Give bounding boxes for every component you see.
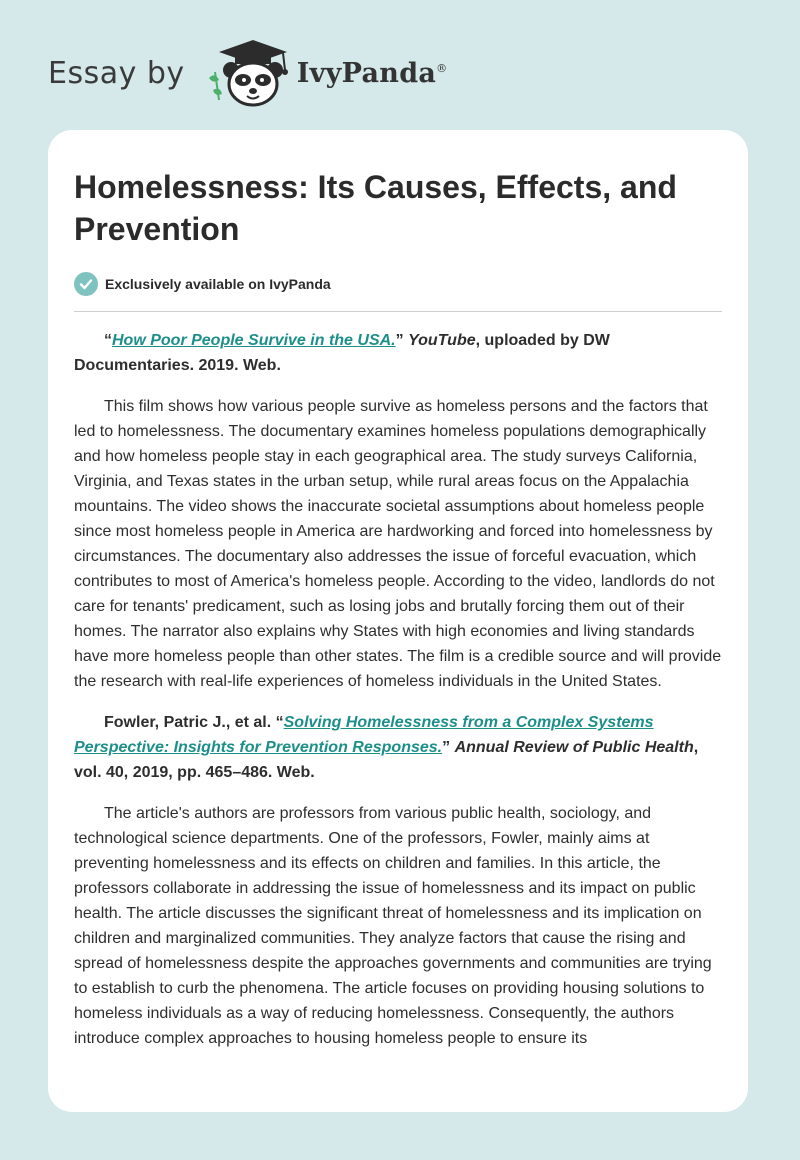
citation-2: Fowler, Patric J., et al. “Solving Homelessness from a Complex Systems Perspective: Insights for Prevention Responses.” Annual Review of Public Health, vol. 40, 2019, pp. 465–486. Web. <box>74 714 699 781</box>
citation-1: “How Poor People Survive in the USA.” YouTube, uploaded by DW Documentaries. 2019. Web. <box>74 332 610 374</box>
panda-graduate-icon[interactable] <box>201 38 293 108</box>
check-circle-icon <box>74 272 98 296</box>
citation-2-link[interactable]: Solving Homelessness from a Complex Systems Perspective: Insights for Prevention Responses. <box>74 714 654 756</box>
divider <box>74 311 722 312</box>
essay-card <box>48 130 748 1112</box>
badge-text: Exclusively available on IvyPanda <box>105 276 331 292</box>
brand-name[interactable]: IvyPanda® <box>296 57 448 89</box>
registered-mark: ® <box>436 61 448 75</box>
brand-prefix: Essay by <box>48 55 185 91</box>
citation-1-link[interactable]: How Poor People Survive in the USA. <box>112 332 396 349</box>
site-header <box>48 38 447 108</box>
paragraph-1: This film shows how various people survive as homeless persons and the factors that led to homelessness. The documentary examines homeless populations demographically and how homeless people stay in each geographical area. The study surveys California, Virginia, and Texas states in the urban setup, while rural areas focus on the Appalachia mountains. The video shows the inaccurate societal assumptions about homeless people since most homeless people in America are hardworking and forced into homelessness by circumstances. The documentary also addresses the issue of forceful evacuation, which contributes to most of America's homeless people. According to the video, landlords do not care for tenants' predicament, such as losing jobs and brutally forcing them out of their homes. The narrator also explains why States with high economies and living standards have more homeless people than other states. The film is a credible source and will provide the research with real-life experiences of homeless individuals in the United States. <box>74 398 722 690</box>
essay-body <box>74 328 722 1051</box>
paragraph-2: The article's authors are professors from various public health, sociology, and technological science departments. One of the professors, Fowler, mainly aims at preventing homelessness and its effects on children and families. In this article, the professors collaborate in addressing the issue of homelessness and its impact on public health. The article discusses the significant threat of homelessness and its implication on children and marginalized communities. They analyze factors that cause the rising and spread of homelessness despite the approaches governments and communities are trying to establish to curb the phenomena. The article focuses on providing housing solutions to homeless individuals as a way of reducing homelessness. Consequently, the authors introduce complex approaches to housing homeless people to ensure its <box>74 805 712 1047</box>
exclusive-badge <box>74 272 722 296</box>
page-title: Homelessness: Its Causes, Effects, and Prevention <box>74 169 677 247</box>
